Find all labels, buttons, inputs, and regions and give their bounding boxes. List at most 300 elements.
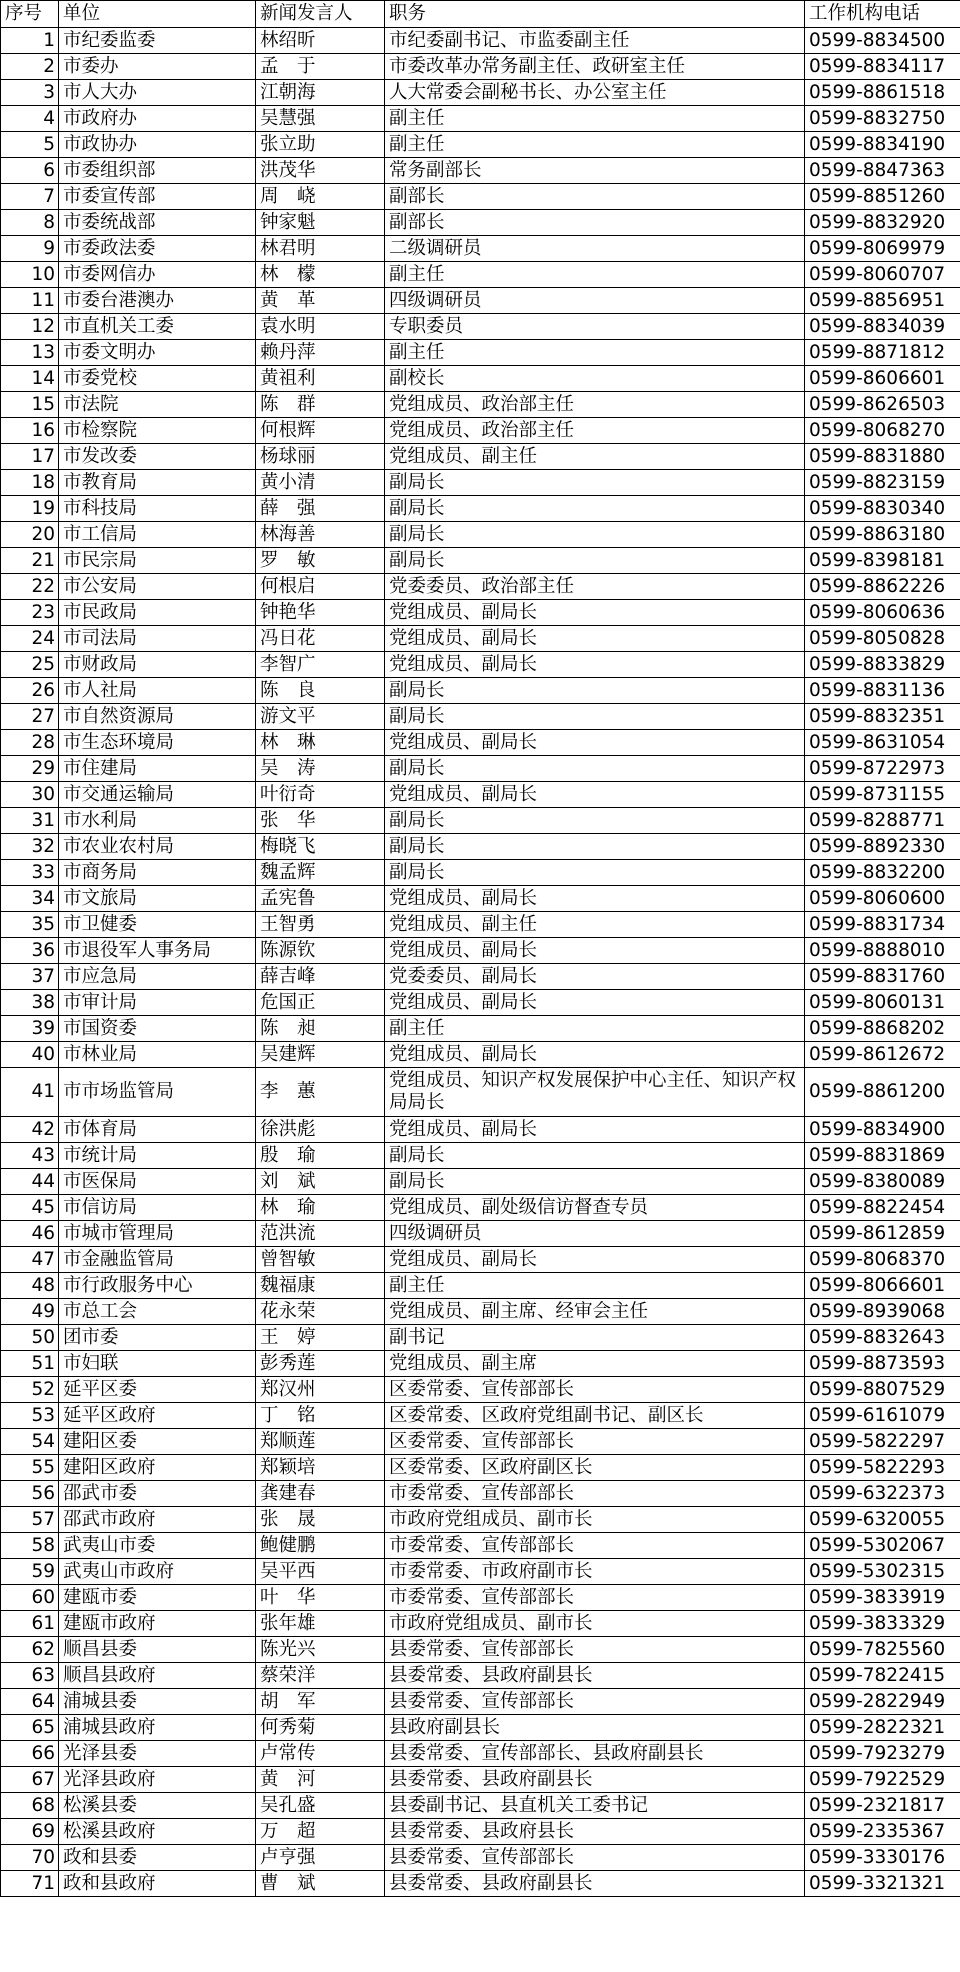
cell-spokesperson: 叶 华	[256, 1585, 385, 1611]
table-row	[1, 756, 960, 782]
cell-phone: 0599-8807529	[805, 1377, 960, 1403]
cell-phone: 0599-8871812	[805, 340, 960, 366]
cell-position: 党组成员、副主任	[385, 444, 805, 470]
cell-position: 专职委员	[385, 314, 805, 340]
cell-index: 30	[1, 782, 59, 808]
cell-index: 64	[1, 1689, 59, 1715]
cell-phone: 0599-8861200	[805, 1068, 960, 1117]
table-row	[1, 782, 960, 808]
cell-spokesperson: 袁水明	[256, 314, 385, 340]
cell-phone: 0599-8834117	[805, 54, 960, 80]
cell-spokesperson: 吴平西	[256, 1559, 385, 1585]
table-row	[1, 1767, 960, 1793]
cell-spokesperson: 李 蕙	[256, 1068, 385, 1117]
cell-phone: 0599-8833829	[805, 652, 960, 678]
cell-index: 62	[1, 1637, 59, 1663]
cell-phone: 0599-8822454	[805, 1195, 960, 1221]
cell-unit: 市委网信办	[59, 262, 256, 288]
cell-unit: 市发改委	[59, 444, 256, 470]
cell-position: 县委常委、县政府县长	[385, 1819, 805, 1845]
cell-index: 8	[1, 210, 59, 236]
cell-index: 25	[1, 652, 59, 678]
cell-position: 常务副部长	[385, 158, 805, 184]
cell-position: 党组成员、副局长	[385, 990, 805, 1016]
cell-phone: 0599-5302067	[805, 1533, 960, 1559]
cell-spokesperson: 陈 良	[256, 678, 385, 704]
header-unit: 单位	[59, 1, 256, 28]
cell-position: 区委常委、区政府副区长	[385, 1455, 805, 1481]
cell-unit: 市商务局	[59, 860, 256, 886]
cell-index: 33	[1, 860, 59, 886]
cell-unit: 政和县政府	[59, 1871, 256, 1897]
cell-phone: 0599-8626503	[805, 392, 960, 418]
cell-spokesperson: 范洪流	[256, 1221, 385, 1247]
table-row	[1, 1481, 960, 1507]
table-row	[1, 626, 960, 652]
table-row	[1, 704, 960, 730]
cell-index: 2	[1, 54, 59, 80]
table-row	[1, 678, 960, 704]
cell-position: 党委委员、副局长	[385, 964, 805, 990]
cell-unit: 市政府办	[59, 106, 256, 132]
cell-position: 市委常委、宣传部部长	[385, 1481, 805, 1507]
cell-position: 党组成员、知识产权发展保护中心主任、知识产权局局长	[385, 1068, 805, 1117]
cell-position: 副主任	[385, 106, 805, 132]
cell-position: 党组成员、副局长	[385, 730, 805, 756]
cell-position: 县政府副县长	[385, 1715, 805, 1741]
cell-position: 党组成员、副局长	[385, 652, 805, 678]
table-row	[1, 210, 960, 236]
cell-unit: 市交通运输局	[59, 782, 256, 808]
cell-phone: 0599-2321817	[805, 1793, 960, 1819]
cell-unit: 浦城县委	[59, 1689, 256, 1715]
cell-unit: 市生态环境局	[59, 730, 256, 756]
cell-unit: 市农业农村局	[59, 834, 256, 860]
cell-phone: 0599-8831136	[805, 678, 960, 704]
table-row	[1, 1351, 960, 1377]
table-row	[1, 912, 960, 938]
cell-position: 市政府党组成员、副市长	[385, 1611, 805, 1637]
table-row	[1, 1507, 960, 1533]
cell-spokesperson: 黄小清	[256, 470, 385, 496]
table-row	[1, 1117, 960, 1143]
cell-phone: 0599-8050828	[805, 626, 960, 652]
cell-phone: 0599-2335367	[805, 1819, 960, 1845]
cell-index: 34	[1, 886, 59, 912]
cell-index: 7	[1, 184, 59, 210]
cell-position: 县委常委、宣传部部长、县政府副县长	[385, 1741, 805, 1767]
table-row	[1, 886, 960, 912]
cell-unit: 市法院	[59, 392, 256, 418]
cell-unit: 延平区政府	[59, 1403, 256, 1429]
cell-spokesperson: 魏福康	[256, 1273, 385, 1299]
table-row	[1, 522, 960, 548]
cell-phone: 0599-8606601	[805, 366, 960, 392]
cell-position: 党组成员、副局长	[385, 1247, 805, 1273]
cell-index: 70	[1, 1845, 59, 1871]
cell-phone: 0599-8288771	[805, 808, 960, 834]
cell-index: 58	[1, 1533, 59, 1559]
cell-spokesperson: 花永荣	[256, 1299, 385, 1325]
table-row	[1, 1429, 960, 1455]
cell-phone: 0599-8832920	[805, 210, 960, 236]
cell-phone: 0599-8873593	[805, 1351, 960, 1377]
cell-index: 65	[1, 1715, 59, 1741]
cell-unit: 市委统战部	[59, 210, 256, 236]
cell-unit: 市国资委	[59, 1016, 256, 1042]
cell-index: 43	[1, 1143, 59, 1169]
cell-unit: 松溪县委	[59, 1793, 256, 1819]
cell-spokesperson: 张 华	[256, 808, 385, 834]
cell-phone: 0599-8862226	[805, 574, 960, 600]
cell-position: 副局长	[385, 704, 805, 730]
cell-spokesperson: 吴建辉	[256, 1042, 385, 1068]
cell-unit: 邵武市政府	[59, 1507, 256, 1533]
cell-position: 副局长	[385, 808, 805, 834]
table-row	[1, 1273, 960, 1299]
table-row	[1, 574, 960, 600]
cell-unit: 建阳区政府	[59, 1455, 256, 1481]
cell-phone: 0599-3330176	[805, 1845, 960, 1871]
cell-spokesperson: 张立助	[256, 132, 385, 158]
cell-index: 31	[1, 808, 59, 834]
cell-unit: 邵武市委	[59, 1481, 256, 1507]
cell-phone: 0599-8823159	[805, 470, 960, 496]
cell-spokesperson: 陈光兴	[256, 1637, 385, 1663]
table-row	[1, 730, 960, 756]
table-row	[1, 600, 960, 626]
table-row	[1, 1871, 960, 1897]
cell-index: 28	[1, 730, 59, 756]
cell-index: 26	[1, 678, 59, 704]
cell-position: 市委常委、宣传部部长	[385, 1585, 805, 1611]
cell-unit: 市财政局	[59, 652, 256, 678]
cell-position: 副局长	[385, 834, 805, 860]
cell-phone: 0599-8863180	[805, 522, 960, 548]
cell-index: 55	[1, 1455, 59, 1481]
cell-phone: 0599-8856951	[805, 288, 960, 314]
table-row	[1, 1845, 960, 1871]
cell-phone: 0599-8831734	[805, 912, 960, 938]
cell-spokesperson: 陈 昶	[256, 1016, 385, 1042]
cell-position: 市委常委、市政府副市长	[385, 1559, 805, 1585]
cell-index: 46	[1, 1221, 59, 1247]
cell-unit: 顺昌县政府	[59, 1663, 256, 1689]
cell-unit: 武夷山市政府	[59, 1559, 256, 1585]
cell-index: 42	[1, 1117, 59, 1143]
cell-position: 副局长	[385, 678, 805, 704]
table-row	[1, 1819, 960, 1845]
cell-index: 16	[1, 418, 59, 444]
cell-unit: 市公安局	[59, 574, 256, 600]
cell-spokesperson: 徐洪彪	[256, 1117, 385, 1143]
cell-index: 13	[1, 340, 59, 366]
cell-spokesperson: 郑顺莲	[256, 1429, 385, 1455]
table-row	[1, 444, 960, 470]
cell-phone: 0599-8380089	[805, 1169, 960, 1195]
table-row	[1, 1455, 960, 1481]
table-row	[1, 1016, 960, 1042]
cell-phone: 0599-8060600	[805, 886, 960, 912]
cell-unit: 市金融监管局	[59, 1247, 256, 1273]
cell-unit: 市委政法委	[59, 236, 256, 262]
cell-unit: 市工信局	[59, 522, 256, 548]
cell-unit: 光泽县委	[59, 1741, 256, 1767]
cell-unit: 松溪县政府	[59, 1819, 256, 1845]
cell-unit: 政和县委	[59, 1845, 256, 1871]
table-row	[1, 28, 960, 54]
cell-position: 党组成员、副局长	[385, 886, 805, 912]
table-row	[1, 1299, 960, 1325]
cell-spokesperson: 梅晓飞	[256, 834, 385, 860]
table-row	[1, 1741, 960, 1767]
cell-phone: 0599-8832750	[805, 106, 960, 132]
cell-spokesperson: 林海善	[256, 522, 385, 548]
cell-position: 副校长	[385, 366, 805, 392]
cell-position: 副主任	[385, 1016, 805, 1042]
table-row	[1, 964, 960, 990]
cell-spokesperson: 吴孔盛	[256, 1793, 385, 1819]
cell-unit: 市直机关工委	[59, 314, 256, 340]
cell-phone: 0599-8398181	[805, 548, 960, 574]
cell-spokesperson: 孟宪鲁	[256, 886, 385, 912]
table-row	[1, 1559, 960, 1585]
cell-spokesperson: 张 晟	[256, 1507, 385, 1533]
cell-spokesperson: 吴 涛	[256, 756, 385, 782]
cell-spokesperson: 魏孟辉	[256, 860, 385, 886]
cell-position: 副书记	[385, 1325, 805, 1351]
cell-phone: 0599-3833329	[805, 1611, 960, 1637]
cell-index: 20	[1, 522, 59, 548]
cell-position: 党组成员、副局长	[385, 626, 805, 652]
cell-phone: 0599-2822321	[805, 1715, 960, 1741]
cell-spokesperson: 陈 群	[256, 392, 385, 418]
cell-phone: 0599-8892330	[805, 834, 960, 860]
cell-index: 14	[1, 366, 59, 392]
cell-phone: 0599-8612859	[805, 1221, 960, 1247]
cell-unit: 建阳区委	[59, 1429, 256, 1455]
cell-phone: 0599-5822297	[805, 1429, 960, 1455]
cell-phone: 0599-8851260	[805, 184, 960, 210]
cell-index: 1	[1, 28, 59, 54]
table-row	[1, 548, 960, 574]
cell-unit: 市委组织部	[59, 158, 256, 184]
cell-unit: 顺昌县委	[59, 1637, 256, 1663]
cell-position: 区委常委、宣传部部长	[385, 1377, 805, 1403]
cell-phone: 0599-7825560	[805, 1637, 960, 1663]
cell-index: 52	[1, 1377, 59, 1403]
cell-index: 69	[1, 1819, 59, 1845]
cell-phone: 0599-8831880	[805, 444, 960, 470]
table-row	[1, 1377, 960, 1403]
cell-index: 9	[1, 236, 59, 262]
cell-spokesperson: 钟艳华	[256, 600, 385, 626]
cell-position: 副局长	[385, 496, 805, 522]
cell-phone: 0599-8066601	[805, 1273, 960, 1299]
cell-position: 副部长	[385, 184, 805, 210]
cell-position: 副主任	[385, 262, 805, 288]
cell-unit: 武夷山市委	[59, 1533, 256, 1559]
cell-position: 党组成员、副局长	[385, 938, 805, 964]
cell-unit: 市人大办	[59, 80, 256, 106]
table-row	[1, 236, 960, 262]
cell-index: 15	[1, 392, 59, 418]
cell-unit: 市审计局	[59, 990, 256, 1016]
table-row	[1, 1793, 960, 1819]
cell-unit: 市退役军人事务局	[59, 938, 256, 964]
cell-spokesperson: 王 婷	[256, 1325, 385, 1351]
table-row	[1, 834, 960, 860]
cell-unit: 建瓯市政府	[59, 1611, 256, 1637]
cell-unit: 市检察院	[59, 418, 256, 444]
cell-index: 24	[1, 626, 59, 652]
cell-spokesperson: 林 瑜	[256, 1195, 385, 1221]
table-row	[1, 106, 960, 132]
cell-position: 县委常委、县政府副县长	[385, 1767, 805, 1793]
table-row	[1, 1533, 960, 1559]
cell-index: 39	[1, 1016, 59, 1042]
cell-index: 21	[1, 548, 59, 574]
cell-index: 4	[1, 106, 59, 132]
cell-position: 党组成员、副主任	[385, 912, 805, 938]
cell-unit: 市民宗局	[59, 548, 256, 574]
cell-unit: 市纪委监委	[59, 28, 256, 54]
cell-phone: 0599-8834900	[805, 1117, 960, 1143]
cell-spokesperson: 黄 革	[256, 288, 385, 314]
cell-position: 党组成员、副局长	[385, 782, 805, 808]
cell-index: 67	[1, 1767, 59, 1793]
cell-index: 23	[1, 600, 59, 626]
cell-spokesperson: 冯日花	[256, 626, 385, 652]
cell-index: 37	[1, 964, 59, 990]
cell-position: 副局长	[385, 522, 805, 548]
cell-index: 44	[1, 1169, 59, 1195]
cell-spokesperson: 鲍健鹏	[256, 1533, 385, 1559]
cell-unit: 建瓯市委	[59, 1585, 256, 1611]
table-row	[1, 938, 960, 964]
cell-spokesperson: 薛吉峰	[256, 964, 385, 990]
cell-position: 四级调研员	[385, 288, 805, 314]
cell-phone: 0599-8831760	[805, 964, 960, 990]
cell-position: 副局长	[385, 860, 805, 886]
table-row	[1, 496, 960, 522]
cell-position: 副局长	[385, 1143, 805, 1169]
cell-spokesperson: 罗 敏	[256, 548, 385, 574]
cell-phone: 0599-8722973	[805, 756, 960, 782]
cell-unit: 市卫健委	[59, 912, 256, 938]
cell-index: 22	[1, 574, 59, 600]
cell-spokesperson: 周 峣	[256, 184, 385, 210]
table-row	[1, 1247, 960, 1273]
cell-position: 副局长	[385, 548, 805, 574]
cell-spokesperson: 曾智敏	[256, 1247, 385, 1273]
cell-spokesperson: 何秀菊	[256, 1715, 385, 1741]
cell-spokesperson: 洪茂华	[256, 158, 385, 184]
cell-position: 党组成员、副局长	[385, 600, 805, 626]
table-row	[1, 1403, 960, 1429]
cell-position: 县委常委、宣传部部长	[385, 1637, 805, 1663]
cell-unit: 市总工会	[59, 1299, 256, 1325]
header-index: 序号	[1, 1, 59, 28]
cell-spokesperson: 杨球丽	[256, 444, 385, 470]
cell-unit: 市妇联	[59, 1351, 256, 1377]
cell-phone: 0599-8832351	[805, 704, 960, 730]
cell-phone: 0599-8612672	[805, 1042, 960, 1068]
cell-index: 17	[1, 444, 59, 470]
cell-index: 27	[1, 704, 59, 730]
cell-spokesperson: 林 琳	[256, 730, 385, 756]
cell-index: 12	[1, 314, 59, 340]
cell-spokesperson: 吴慧强	[256, 106, 385, 132]
cell-spokesperson: 叶衍奇	[256, 782, 385, 808]
cell-position: 党组成员、副主席	[385, 1351, 805, 1377]
cell-unit: 市医保局	[59, 1169, 256, 1195]
table-row	[1, 132, 960, 158]
cell-spokesperson: 黄 河	[256, 1767, 385, 1793]
cell-unit: 市城市管理局	[59, 1221, 256, 1247]
cell-index: 5	[1, 132, 59, 158]
cell-index: 47	[1, 1247, 59, 1273]
cell-unit: 光泽县政府	[59, 1767, 256, 1793]
cell-index: 59	[1, 1559, 59, 1585]
cell-index: 18	[1, 470, 59, 496]
cell-phone: 0599-6320055	[805, 1507, 960, 1533]
cell-index: 10	[1, 262, 59, 288]
cell-spokesperson: 危国正	[256, 990, 385, 1016]
cell-position: 县委常委、宣传部部长	[385, 1845, 805, 1871]
cell-index: 63	[1, 1663, 59, 1689]
cell-phone: 0599-8060131	[805, 990, 960, 1016]
cell-unit: 市委宣传部	[59, 184, 256, 210]
header-spokesperson: 新闻发言人	[256, 1, 385, 28]
table-body	[1, 28, 960, 1897]
cell-phone: 0599-7922529	[805, 1767, 960, 1793]
table-row	[1, 1325, 960, 1351]
table-row	[1, 1663, 960, 1689]
cell-index: 71	[1, 1871, 59, 1897]
table-row	[1, 158, 960, 184]
cell-position: 人大常委会副秘书长、办公室主任	[385, 80, 805, 106]
cell-phone: 0599-8834500	[805, 28, 960, 54]
cell-spokesperson: 游文平	[256, 704, 385, 730]
table-row	[1, 1637, 960, 1663]
cell-index: 54	[1, 1429, 59, 1455]
cell-spokesperson: 胡 军	[256, 1689, 385, 1715]
cell-phone: 0599-2822949	[805, 1689, 960, 1715]
table-row	[1, 1195, 960, 1221]
table-row	[1, 808, 960, 834]
cell-spokesperson: 曹 斌	[256, 1871, 385, 1897]
cell-position: 县委副书记、县直机关工委书记	[385, 1793, 805, 1819]
cell-unit: 市科技局	[59, 496, 256, 522]
cell-phone: 0599-3833919	[805, 1585, 960, 1611]
cell-phone: 0599-8060707	[805, 262, 960, 288]
cell-index: 29	[1, 756, 59, 782]
cell-phone: 0599-7923279	[805, 1741, 960, 1767]
table-row	[1, 1715, 960, 1741]
header-position: 职务	[385, 1, 805, 28]
cell-position: 二级调研员	[385, 236, 805, 262]
cell-index: 56	[1, 1481, 59, 1507]
cell-phone: 0599-8834039	[805, 314, 960, 340]
cell-spokesperson: 卢常传	[256, 1741, 385, 1767]
cell-phone: 0599-8831869	[805, 1143, 960, 1169]
cell-phone: 0599-8068270	[805, 418, 960, 444]
table-row	[1, 184, 960, 210]
cell-spokesperson: 李智广	[256, 652, 385, 678]
cell-unit: 市信访局	[59, 1195, 256, 1221]
cell-index: 50	[1, 1325, 59, 1351]
